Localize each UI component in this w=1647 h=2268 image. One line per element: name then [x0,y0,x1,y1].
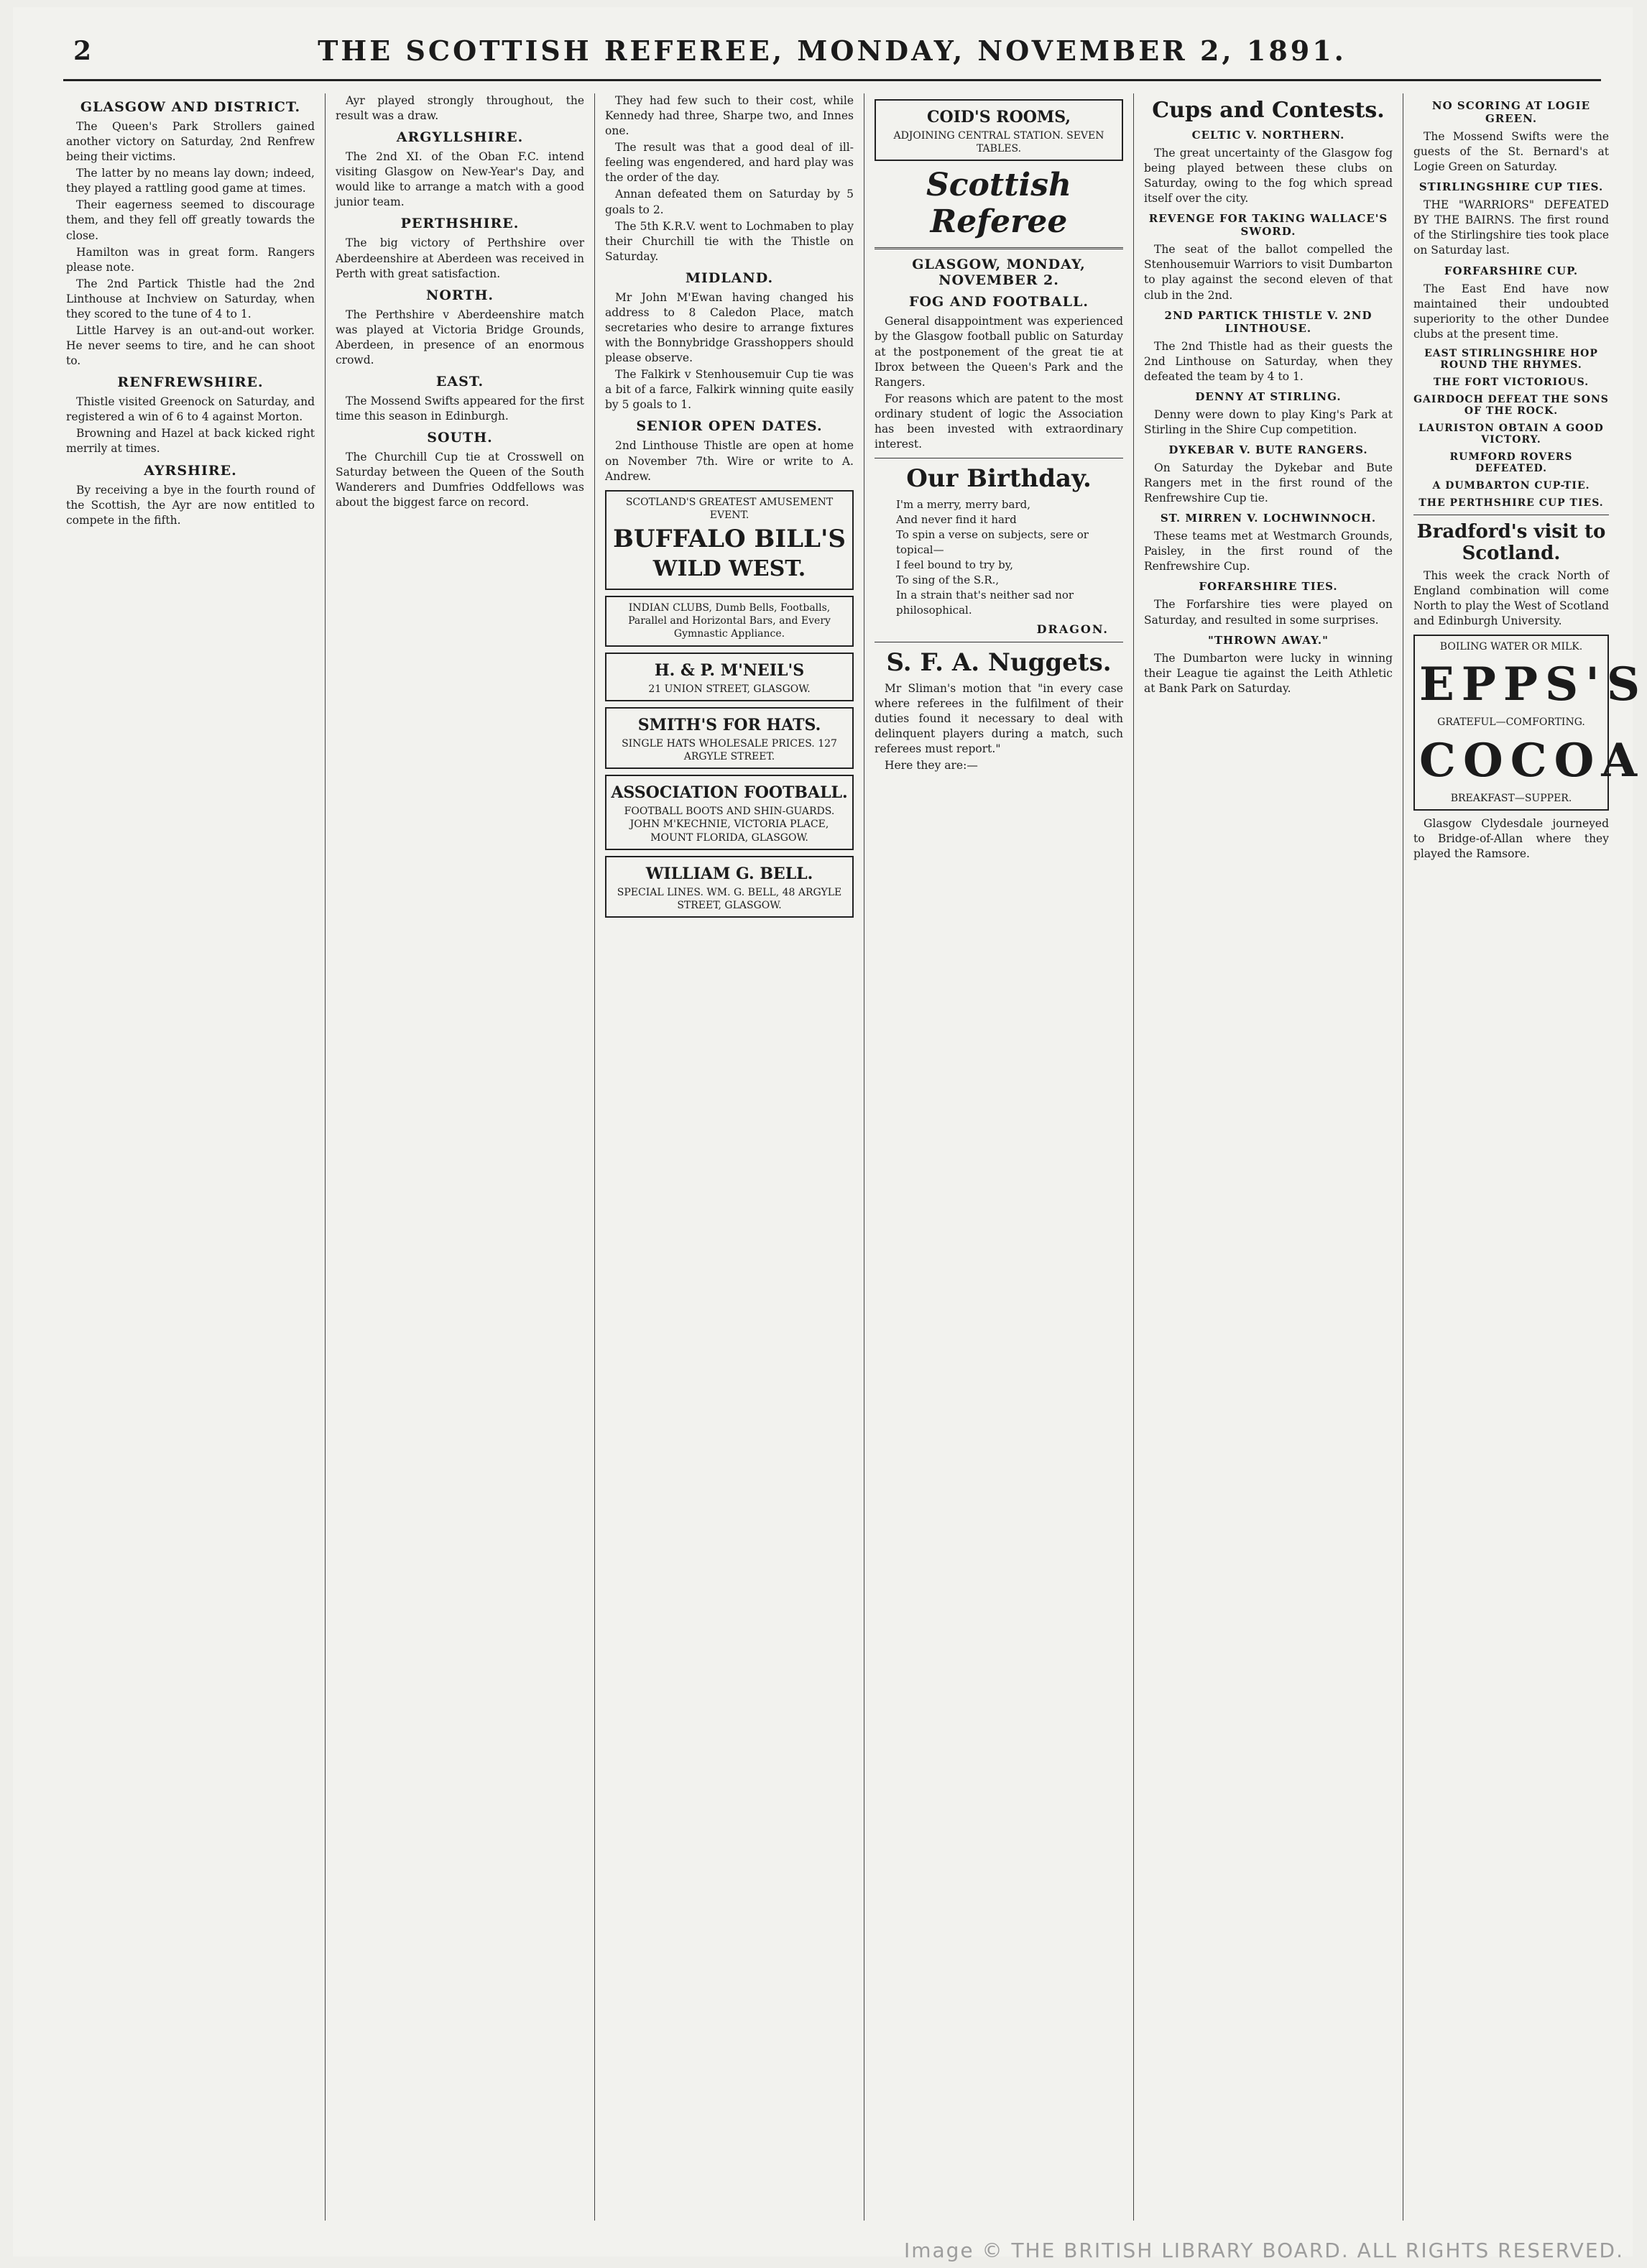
article-paragraph: Hamilton was in great form. Rangers please note. [66,245,318,274]
section-heading-open-dates: SENIOR OPEN DATES. [636,418,823,435]
column-4 [864,93,1134,2221]
article-paragraph: For reasons which are patent to the most ordinary student of logic the Association has been invested with extraordinary interest. [875,392,1127,451]
advert-epps-wordmark: EPPS'S [1419,658,1647,712]
article-paragraph: The Churchill Cup tie at Crosswell on Saturday between the Queen of the South Wanderers and Dumfries Oddfellows was about the biggest farce on record. [336,451,588,510]
poem: I'm a merry, merry bard, And never find it hard To spin a verse on subjects, sere or topical— I feel bound to try by, To sing of the S.R., In a strain that's neither sad nor philosophical. [896,498,1089,617]
article-paragraph: On Saturday the Dykebar and Bute Rangers met in the first round of the Renfrewshire Cup tie. [1144,461,1396,505]
article-paragraph: These teams met at Westmarch Grounds, Paisley, in the first round of the Renfrewshire Cup. [1144,530,1396,573]
column-5 [1134,93,1403,2221]
article-paragraph: THE "WARRIORS" DEFEATED BY THE BAIRNS. The first round of the Stirlingshire ties took place on Saturday last. [1413,198,1613,257]
section-heading-north: NORTH. [425,287,494,303]
subheading: "THROWN AWAY." [1208,633,1329,647]
section-heading-midland: MIDLAND. [685,269,774,286]
article-paragraph: Thistle visited Greenock on Saturday, and registered a win of 6 to 4 against Morton. [66,395,318,424]
article-paragraph: Here they are:— [885,759,978,773]
article-paragraph: The 2nd XI. of the Oban F.C. intend visiting Glasgow on New-Year's Day, and would like to arrange a match with a good junior team. [336,150,588,209]
newspaper-page [13,7,1647,2257]
advert-cocoa-wordmark: COCOA [1419,733,1645,788]
article-paragraph: Glasgow Clydesdale journeyed to Bridge-of-Allan where they played the Ramsore. [1413,816,1613,860]
article-paragraph: By receiving a bye in the fourth round of the Scottish, the Ayr are now entitled to compete in the fifth. [66,483,318,527]
subheading: FORFARSHIRE CUP. [1444,264,1579,277]
advert-mneils: H. & P. M'NEIL'S 21 UNION STREET, GLASGOW. [605,653,854,701]
advert-indian-clubs: INDIAN CLUBS, Dumb Bells, Footballs, Parallel and Horizontal Bars, and Every Gymnastic Appliance. [605,596,854,647]
subheading: 2ND PARTICK THISTLE V. 2ND LINTHOUSE. [1164,308,1372,335]
article-paragraph: Denny were down to play King's Park at Stirling in the Shire Cup competition. [1144,407,1396,436]
column-3 [595,93,864,2221]
subheading: REVENGE FOR TAKING WALLACE'S SWORD. [1148,212,1388,239]
article-paragraph: The Dumbarton were lucky in winning their League tie against the Leith Athletic at Bank Park on Saturday. [1144,651,1396,695]
column-2 [326,93,595,2221]
section-heading-fog: FOG AND FOOTBALL. [909,294,1089,310]
article-paragraph: Annan defeated them on Saturday by 5 goals to 2. [605,188,857,216]
advert-william-bell: WILLIAM G. BELL. SPECIAL LINES. WM. G. BELL, 48 ARGYLE STREET, GLASGOW. [605,856,854,918]
subheading: A DUMBARTON CUP-TIE. [1432,479,1590,492]
image-credit: Image © THE BRITISH LIBRARY BOARD. ALL RIGHTS RESERVED. [903,2239,1624,2262]
article-paragraph: This week the crack North of England combination will come North to play the West of Scotland and Edinburgh University. [1413,568,1613,628]
article-paragraph: Little Harvey is an out-and-out worker. He never seems to tire, and he can shoot to. [66,324,318,368]
subheading: THE FORT VICTORIOUS. [1433,376,1590,388]
subheading: GAIRDOCH DEFEAT THE SONS OF THE ROCK. [1413,393,1609,417]
advert-coids-rooms: COID'S ROOMS, ADJOINING CENTRAL STATION. SEVEN TABLES. [875,99,1123,161]
subheading: FORFARSHIRE TIES. [1199,580,1338,594]
subheading: CELTIC V. NORTHERN. [1191,129,1345,142]
article-paragraph: General disappointment was experienced by the Glasgow football public on Saturday at the postponement of the great tie at Ibrox between the Queen's Park and the Rangers. [875,315,1127,389]
masthead [63,29,1601,81]
section-heading-ayrshire: AYRSHIRE. [144,462,237,479]
column-1 [56,93,326,2221]
article-paragraph: The 2nd Thistle had as their guests the 2nd Linthouse on Saturday, when they defeated the team by 4 to 1. [1144,339,1396,383]
article-paragraph: Their eagerness seemed to discourage them, and they fell off greatly towards the close. [66,198,318,242]
article-paragraph: 2nd Linthouse Thistle are open at home on November 7th. Wire or write to A. Andrew. [605,439,857,483]
section-heading-glasgow: GLASGOW AND DISTRICT. [80,99,301,115]
article-paragraph: Ayr played strongly throughout, the result was a draw. [336,94,588,123]
section-heading-bradford: Bradford's visit to Scotland. [1416,520,1606,564]
article-paragraph: The East End have now maintained their undoubted superiority to the other Dundee clubs at the present time. [1413,282,1613,341]
column-6 [1403,93,1647,2221]
dateline: GLASGOW, MONDAY, NOVEMBER 2. [912,257,1086,289]
subheading: RUMFORD ROVERS DEFEATED. [1449,451,1573,474]
subheading: LAURISTON OBTAIN A GOOD VICTORY. [1418,422,1604,446]
article-paragraph: The Forfarshire ties were played on Saturday, and resulted in some surprises. [1144,598,1396,627]
article-paragraph: The Perthshire v Aberdeenshire match was played at Victoria Bridge Grounds, Aberdeen, in presence of an enormous crowd. [336,308,588,367]
article-paragraph: The Mossend Swifts appeared for the first time this season in Edinburgh. [336,395,588,423]
article-paragraph: The Queen's Park Strollers gained another victory on Saturday, 2nd Renfrew being their victims. [66,120,318,164]
advert-smiths-hats: SMITH'S FOR HATS. SINGLE HATS WHOLESALE PRICES. 127 ARGYLE STREET. [605,707,854,769]
subheading: NO SCORING AT LOGIE GREEN. [1431,99,1591,125]
section-heading-cups: Cups and Contests. [1152,98,1385,123]
article-paragraph: The seat of the ballot compelled the Stenhousemuir Warriors to visit Dumbarton to play against the second eleven of that club in the 2nd. [1144,243,1396,302]
article-paragraph: The 2nd Partick Thistle had the 2nd Linthouse at Inchview on Saturday, when they scored to the tune of 4 to 1. [66,277,318,321]
subheading: THE PERTHSHIRE CUP TIES. [1418,497,1604,509]
advert-epps-cocoa: BOILING WATER OR MILK. EPPS'S GRATEFUL—COMFORTING. COCOA BREAKFAST—SUPPER. [1413,635,1609,811]
subheading: STIRLINGSHIRE CUP TIES. [1418,180,1604,194]
section-heading-birthday: Our Birthday. [906,464,1092,494]
article-paragraph: They had few such to their cost, while Kennedy had three, Sharpe two, and Innes one. [605,94,857,138]
subheading: ST. MIRREN V. LOCHWINNOCH. [1160,512,1377,525]
article-paragraph: The 5th K.R.V. went to Lochmaben to play their Churchill tie with the Thistle on Saturday. [605,219,857,263]
article-paragraph: The great uncertainty of the Glasgow fog being played between these clubs on Saturday, owing to the fog which spread itself over the city. [1144,147,1396,206]
newspaper-logo: Scottish Referee [926,167,1072,241]
section-heading-perthshire: PERTHSHIRE. [400,216,520,232]
article-paragraph: Mr John M'Ewan having changed his address to 8 Caledon Place, match secretaries who desire to arrange fixtures with the Bonnybridge Grasshoppers should please observe. [605,290,857,365]
article-paragraph: Browning and Hazel at back kicked right merrily at times. [66,427,318,456]
section-heading-sfa-nuggets: S. F. A. Nuggets. [886,648,1112,678]
section-heading-renfrewshire: RENFREWSHIRE. [117,374,264,391]
article-paragraph: The Mossend Swifts were the guests of the St. Bernard's at Logie Green on Saturday. [1413,130,1613,174]
article-paragraph: The latter by no means lay down; indeed, they played a rattling good game at times. [66,167,318,195]
masthead-title: THE SCOTTISH REFEREE, MONDAY, NOVEMBER 2, 1891. [318,34,1347,67]
section-heading-argyllshire: ARGYLLSHIRE. [396,129,524,146]
section-heading-south: SOUTH. [427,430,493,446]
article-paragraph: The big victory of Perthshire over Aberdeenshire at Aberdeen was received in Perth with great satisfaction. [336,236,588,280]
poem-signature: DRAGON. [1036,622,1109,637]
divider [875,247,1123,249]
advert-buffalo-bill: SCOTLAND'S GREATEST AMUSEMENT EVENT. BUFFALO BILL'S WILD WEST. [605,490,854,590]
section-heading-east: EAST. [435,374,484,390]
subheading: DYKEBAR V. BUTE RANGERS. [1168,443,1368,457]
advert-association-football: ASSOCIATION FOOTBALL. FOOTBALL BOOTS AND SHIN-GUARDS. JOHN M'KECHNIE, VICTORIA PLACE, MOUNT FLORIDA, GLASGOW. [605,775,854,850]
article-paragraph: The Falkirk v Stenhousemuir Cup tie was a bit of a farce, Falkirk winning quite easily by 5 goals to 1. [605,368,857,412]
subheading: DENNY AT STIRLING. [1195,389,1342,403]
article-paragraph: Mr Sliman's motion that "in every case where referees in the fulfilment of their duties found it necessary to deal with delinquent players during a match, such referees must report." [875,682,1127,756]
subheading: EAST STIRLINGSHIRE HOP ROUND THE RHYMES. [1424,347,1598,371]
article-paragraph: The result was that a good deal of ill-feeling was engendered, and hard play was the order of the day. [605,141,857,185]
page-number: 2 [73,36,92,66]
